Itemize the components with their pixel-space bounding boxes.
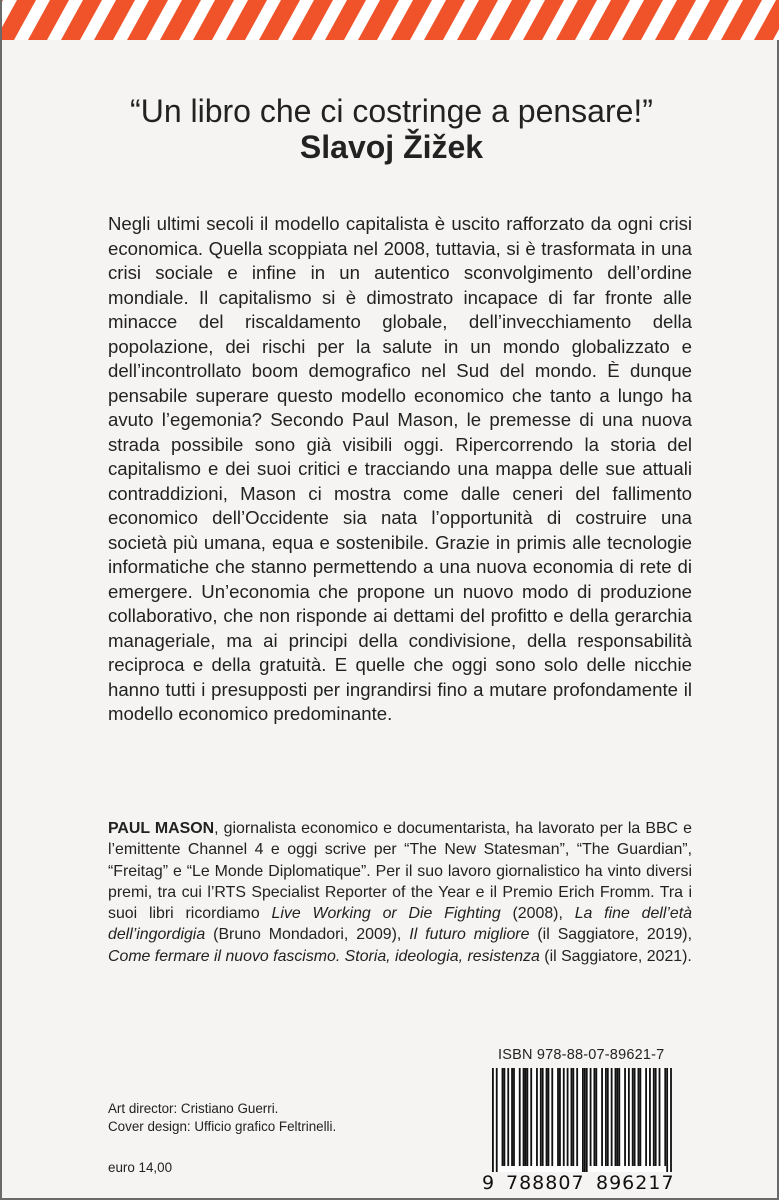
barcode-bar: [666, 1068, 668, 1172]
barcode-bar: [572, 1068, 574, 1166]
barcode-bar: [638, 1068, 640, 1166]
cover-design-credit: Cover design: Ufficio grafico Feltrinelli.: [108, 1118, 337, 1134]
book-title: La fine dell’età dell’ingordigia: [108, 905, 692, 944]
barcode-bar: [571, 1068, 573, 1166]
isbn-barcode: [492, 1068, 672, 1172]
barcode-bar: [615, 1068, 617, 1166]
barcode-bar: [590, 1068, 592, 1166]
barcode-bar: [659, 1068, 661, 1166]
orange-stripe-band: [2, 0, 779, 40]
barcode-bar: [639, 1068, 641, 1166]
barcode-bar: [519, 1068, 521, 1166]
barcode-bar: [513, 1068, 515, 1166]
credits: [108, 1100, 336, 1135]
author-bio-paragraph: [108, 818, 692, 967]
bio-text: (Bruno Mondadori, 2009),: [205, 926, 410, 944]
barcode-digits-left: 788807: [506, 1172, 585, 1194]
barcode-bar: [523, 1068, 525, 1166]
barcode-bar: [526, 1068, 528, 1166]
barcode-bar: [653, 1068, 655, 1166]
barcode-bar: [634, 1068, 636, 1166]
price: euro 14,00: [108, 1160, 173, 1175]
barcode-bar: [496, 1068, 498, 1172]
barcode-bar: [492, 1068, 494, 1172]
barcode-bar: [655, 1068, 657, 1166]
barcode-bar: [611, 1068, 613, 1166]
barcode-bar: [632, 1068, 634, 1166]
barcode-bar: [670, 1068, 672, 1172]
barcode-bar: [542, 1068, 544, 1166]
barcode-bar: [576, 1068, 578, 1166]
barcode-bar: [511, 1068, 513, 1166]
barcode-bar: [551, 1068, 553, 1166]
barcode-bar: [548, 1068, 550, 1166]
isbn-label: ISBN 978-88-07-89621-7: [498, 1047, 665, 1063]
barcode-bar: [507, 1068, 509, 1166]
barcode-bar: [628, 1068, 630, 1166]
barcode-bar: [645, 1068, 647, 1166]
barcode-digits: [482, 1172, 682, 1194]
barcode-bar: [584, 1068, 586, 1172]
bio-text: , giornalista economico e documentarista, ha lavorato per la BBC e l’emittente Channel 4 e oggi scrive per “The New Statesman”, “The Guardian”, “Freitag” e “Le Monde Diplomatique”. Per il suo lavoro giornalistico ha vinto diversi premi, tra cui l’RTS Specialist Reporter of the Year e il Premio Erich Fromm. Tra i suoi libri ricordiamo: [108, 820, 692, 923]
blurb-paragraph: Negli ultimi secoli il modello capitalista è uscito rafforzato da ogni crisi economica. Quella scoppiata nel 2008, tuttavia, si è trasformata in una crisi sociale e infine in un autentico sconvolgimento dell’ordine mondiale. Il capitalismo si è dimostrato incapace di far fronte alle minacce del riscaldamento globale, dell’invecchiamento della popolazione, dei rischi per la salute in un mondo globalizzato e dell’incontrollato boom demografico nel Sud del mondo. È dunque pensabile superare questo modello economico che tanto a lungo ha avuto l’egemonia? Secondo Paul Mason, le premesse di una nuova strada possibile sono già visibili oggi. Ripercorrendo la storia del capitalismo e dei suoi critici e tracciando una mappa delle sue attuali contraddizioni, Mason ci mostra come dalle ceneri del fallimento economico dell’Occidente sia nata l’opportunità di costruire una società più umana, equa e sostenibile. Grazie in primis alle tecnologie informatiche che stanno permettendo a una nuova economia di rete di emergere. Un’economia che propone un nuovo modo di produzione collaborativo, che non risponde ai dettami del profitto e della gerarchia manageriale, ma ai principi della condivisione, della responsabilità reciproca e della gratuità. E quelle che oggi sono solo delle nicchie hanno tutti i presupposti per ingrandirsi fino a mutare profondamente il modello economico predominante.: [108, 213, 692, 724]
barcode-bar: [586, 1068, 588, 1172]
barcode-bar: [649, 1068, 651, 1166]
book-blurb: [108, 212, 692, 727]
book-title: Live Working or Die Fighting: [271, 905, 501, 923]
barcode-bar: [525, 1068, 527, 1166]
barcode-bar: [540, 1068, 542, 1166]
barcode-bar: [607, 1068, 609, 1166]
barcode-bar: [536, 1068, 538, 1166]
endorsement-author: Slavoj Žižek: [299, 129, 484, 165]
barcode-bar: [601, 1068, 603, 1166]
barcode-digit-lead: 9: [482, 1172, 496, 1194]
barcode-bar: [567, 1068, 569, 1166]
book-title: Come fermare il nuovo fascismo. Storia, ideologia, resistenza: [108, 947, 540, 965]
barcode-bar: [502, 1068, 504, 1166]
barcode-bar: [503, 1068, 505, 1166]
barcode-bar: [559, 1068, 561, 1166]
bio-text: (2008),: [500, 905, 575, 923]
barcode-bar: [605, 1068, 607, 1166]
barcode-bar: [618, 1068, 620, 1166]
barcode-bar: [593, 1068, 595, 1166]
barcode-digits-right: 896217: [596, 1172, 675, 1194]
bio-text: (il Saggiatore, 2019),: [529, 926, 692, 944]
book-title: Il futuro migliore: [409, 926, 530, 944]
barcode-bar: [595, 1068, 597, 1166]
art-director-credit: Art director: Cristiano Guerri.: [108, 1101, 279, 1116]
barcode-bar: [664, 1068, 666, 1166]
barcode-bar: [563, 1068, 565, 1166]
barcode-bar: [546, 1068, 548, 1166]
author-name: PAUL MASON: [108, 820, 215, 837]
barcode-bar: [530, 1068, 532, 1166]
barcode-bar: [624, 1068, 626, 1166]
bio-text: (il Saggiatore, 2021).: [539, 947, 692, 965]
barcode-bar: [557, 1068, 559, 1166]
barcode-bar: [582, 1068, 584, 1172]
endorsement-quote: “Un libro che ci costringe a pensare!”: [130, 93, 653, 129]
barcode-bar: [616, 1068, 618, 1166]
author-bio: [108, 818, 692, 967]
